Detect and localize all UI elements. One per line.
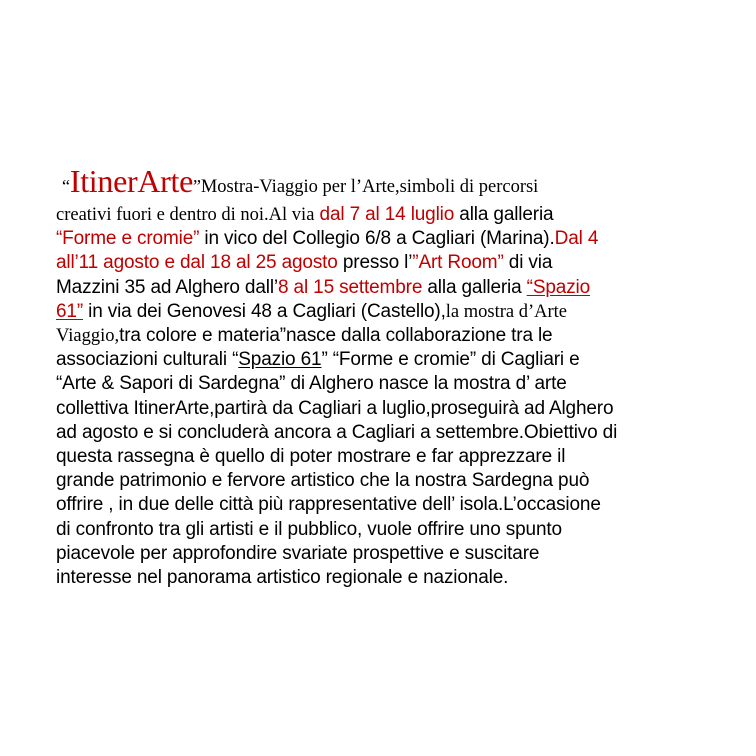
text-line-13: grande patrimonio e fervore artistico che la nostra Sardegna può	[56, 470, 590, 492]
gallery-name-spazio-61-start: “Spazio	[526, 276, 591, 298]
event-description	[56, 165, 706, 590]
date-range-august: all’11 agosto e dal 18 al 25 agosto	[56, 252, 338, 274]
text-line-11: ad agosto e si concluderà ancora a Cagliari a settembre.Obiettivo di	[56, 421, 618, 443]
text-line-6: 61” in via dei Genovesi 48 a Cagliari (Castello),la mostra d’Arte	[56, 300, 567, 322]
text-line-8: associazioni culturali “Spazio 61” “Forme e cromie” di Cagliari e	[56, 349, 580, 371]
text-line-10: collettiva ItinerArte,partirà da Cagliari a luglio,proseguirà ad Alghero	[56, 397, 614, 419]
text-line-17: interesse nel panorama artistico regionale e nazionale.	[56, 567, 509, 589]
open-quote: “	[62, 176, 70, 196]
gallery-name-forme-e-cromie: “Forme e cromie”	[56, 228, 200, 250]
text-line-15: di confronto tra gli artisti e il pubblico, vuole offrire uno spunto	[56, 518, 562, 540]
text-line-9: “Arte & Sapori di Sardegna” di Alghero nasce la mostra d’ arte	[56, 373, 567, 395]
date-range-august-start: Dal 4	[554, 228, 599, 250]
association-spazio-61: Spazio 61	[238, 349, 322, 371]
text-line-4: all’11 agosto e dal 18 al 25 agosto presso l’”Art Room” di via	[56, 252, 553, 274]
gallery-name-art-room: ”Art Room”	[412, 252, 504, 274]
date-range-september: 8 al 15 settembre	[277, 276, 423, 298]
text-line-16: piacevole per approfondire svariate prospettive e suscitare	[56, 542, 540, 564]
text-line-5: Mazzini 35 ad Alghero dall’8 al 15 settembre alla galleria “Spazio	[56, 276, 591, 298]
gallery-name-spazio-61-end: 61”	[56, 300, 84, 322]
subtitle-text: Mostra-Viaggio per l’Arte,simboli di percorsi	[200, 177, 539, 197]
text-line-14: offrire , in due delle città più rappresentative dell’ isola.L’occasione	[56, 494, 601, 516]
text-line-12: questa rassegna è quello di poter mostrare e far apprezzare il	[56, 446, 566, 468]
text-line-7: Viaggio,tra colore e materia”nasce dalla collaborazione tra le	[56, 325, 553, 347]
text-line-2: creativi fuori e dentro di noi.Al via dal 7 al 14 luglio alla galleria	[56, 204, 554, 225]
text-line-1	[56, 165, 706, 203]
close-quote: ”	[193, 176, 201, 196]
date-range-july: dal 7 al 14 luglio	[314, 204, 455, 225]
exhibition-title: ItinerArte	[69, 163, 194, 199]
text-line-3: “Forme e cromie” in vico del Collegio 6/8 a Cagliari (Marina).Dal 4	[56, 228, 599, 250]
